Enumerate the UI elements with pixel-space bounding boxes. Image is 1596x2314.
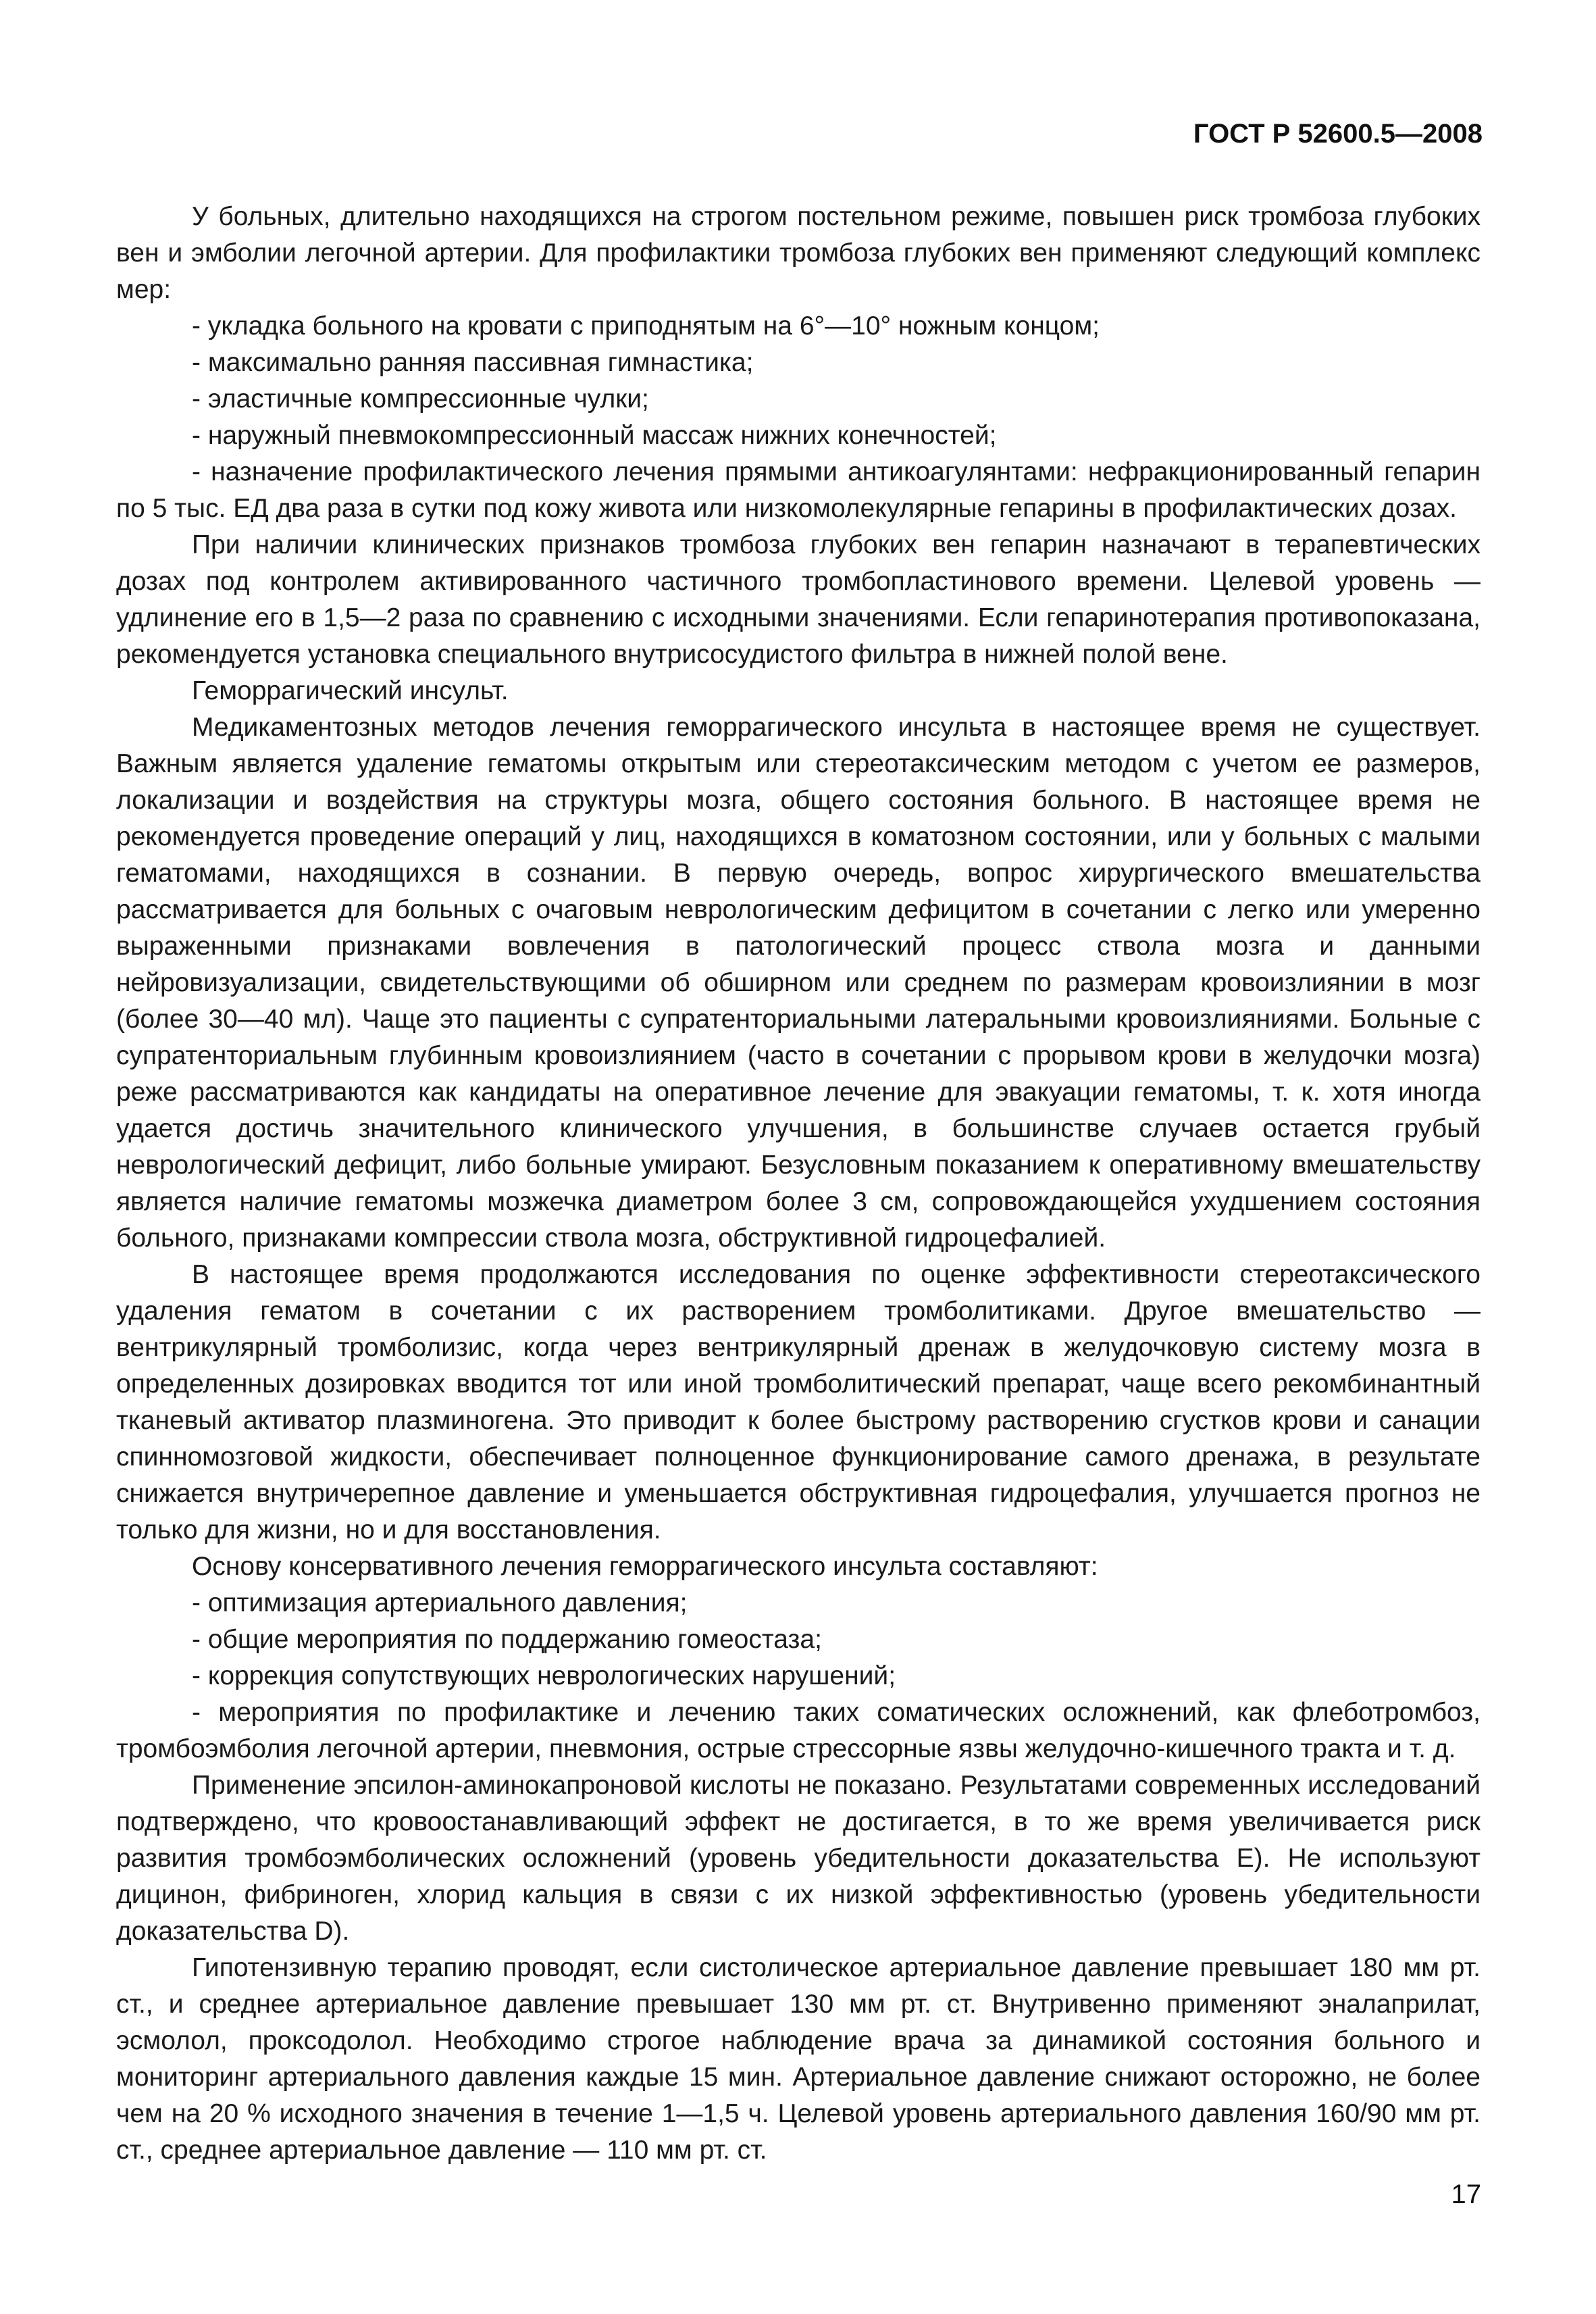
- paragraph: При наличии клинических признаков тромбоза глубоких вен гепарин назначают в терапевтических дозах под контролем активированного частичного тромбопластинового времени. Целевой уровень — удлинение его в 1,5—2 раза по сравнению с исходными значениями. Если гепаринотерапия противопоказана, рекомендуется установка специального внутрисосудистого фильтра в нижней полой вене.: [116, 530, 1481, 669]
- document-body: [116, 199, 1481, 2169]
- paragraph: В настоящее время продолжаются исследования по оценке эффективности стереотаксического удаления гематом в сочетании с их растворением тромболитиками. Другое вмешательство — вентрикулярный тромболизис, когда через вентрикулярный дренаж в желудочковую систему мозга в определенных дозировках вводится тот или иной тромболитический препарат, чаще всего рекомбинантный тканевый активатор плазминогена. Это приводит к более быстрому растворению сгустков крови и санации спинномозговой жидкости, обеспечивает полноценное функционирование самого дренажа, в результате снижается внутричерепное давление и уменьшается обструктивная гидроцефалия, улучшается прогноз не только для жизни, но и для восстановления.: [116, 1260, 1481, 1544]
- paragraph: Гипотензивную терапию проводят, если систолическое артериальное давление превышает 180 мм рт. ст., и среднее артериальное давление превышает 130 мм рт. ст. Внутривенно применяют эналаприлат, эсмолол, проксодолол. Необходимо строгое наблюдение врача за динамикой состояния больного и мониторинг артериального давления каждые 15 мин. Артериальное давление снижают осторожно, не более чем на 20 % исходного значения в течение 1—1,5 ч. Целевой уровень артериального давления 160/90 мм рт. ст., среднее артериальное давление — 110 мм рт. ст.: [116, 1953, 1481, 2165]
- list-item: - оптимизация артериального давления;: [192, 1588, 688, 1617]
- document-header: ГОСТ Р 52600.5—2008: [1193, 119, 1483, 149]
- list-item: - общие мероприятия по поддержанию гомеостаза;: [192, 1625, 822, 1654]
- list-item: - коррекция сопутствующих неврологических нарушений;: [192, 1661, 896, 1690]
- paragraph: У больных, длительно находящихся на строгом постельном режиме, повышен риск тромбоза глубоких вен и эмболии легочной артерии. Для профилактики тромбоза глубоких вен применяют следующий комплекс мер:: [116, 202, 1481, 304]
- section-heading: Геморрагический инсульт.: [192, 676, 509, 705]
- page-number: 17: [1451, 2180, 1481, 2209]
- paragraph: Основу консервативного лечения геморрагического инсульта составляют:: [192, 1552, 1098, 1581]
- paragraph: Применение эпсилон-аминокапроновой кислоты не показано. Результатами современных исследований подтверждено, что кровоостанавливающий эффект не достигается, в то же время увеличивается риск развития тромбоэмболических осложнений (уровень убедительности доказательства E). Не используют дицинон, фибриноген, хлорид кальция в связи с их низкой эффективностью (уровень убедительности доказательства D).: [116, 1771, 1481, 1946]
- list-item: - укладка больного на кровати с приподнятым на 6°—10° ножным концом;: [192, 311, 1100, 341]
- list-item: - назначение профилактического лечения прямыми антикоагулянтами: нефракционированный гепарин по 5 тыс. ЕД два раза в сутки под кожу живота или низкомолекулярные гепарины в профилактических дозах.: [116, 457, 1481, 523]
- list-item: - максимально ранняя пассивная гимнастика;: [192, 348, 754, 377]
- list-item: - эластичные компрессионные чулки;: [192, 384, 649, 413]
- paragraph: Медикаментозных методов лечения геморрагического инсульта в настоящее время не существует. Важным является удаление гематомы открытым или стереотаксическим методом с учетом ее размеров, локализации и воздействия на структуры мозга, общего состояния больного. В настоящее время не рекомендуется проведение операций у лиц, находящихся в коматозном состоянии, или у больных с малыми гематомами, находящихся в сознании. В первую очередь, вопрос хирургического вмешательства рассматривается для больных с очаговым неврологическим дефицитом в сочетании с легко или умеренно выраженными признаками вовлечения в патологический процесс ствола мозга и данными нейровизуализации, свидетельствующими об обширном или среднем по размерам кровоизлиянии в мозг (более 30—40 мл). Чаще это пациенты с супратенториальными латеральными кровоизлияниями. Больные с супратенториальным глубинным кровоизлиянием (часто в сочетании с прорывом крови в желудочки мозга) реже рассматриваются как кандидаты на оперативное лечение для эвакуации гематомы, т. к. хотя иногда удается достичь значительного клинического улучшения, в большинстве случаев остается грубый неврологический дефицит, либо больные умирают. Безусловным показанием к оперативному вмешательству является наличие гематомы мозжечка диаметром более 3 см, сопровождающейся ухудшением состояния больного, признаками компрессии ствола мозга, обструктивной гидроцефалией.: [116, 713, 1481, 1253]
- list-item: - мероприятия по профилактике и лечению таких соматических осложнений, как флеботромбоз, тромбоэмболия легочной артерии, пневмония, острые стрессорные язвы желудочно-кишечного тракта и т. д.: [116, 1698, 1481, 1763]
- list-item: - наружный пневмокомпрессионный массаж нижних конечностей;: [192, 421, 997, 450]
